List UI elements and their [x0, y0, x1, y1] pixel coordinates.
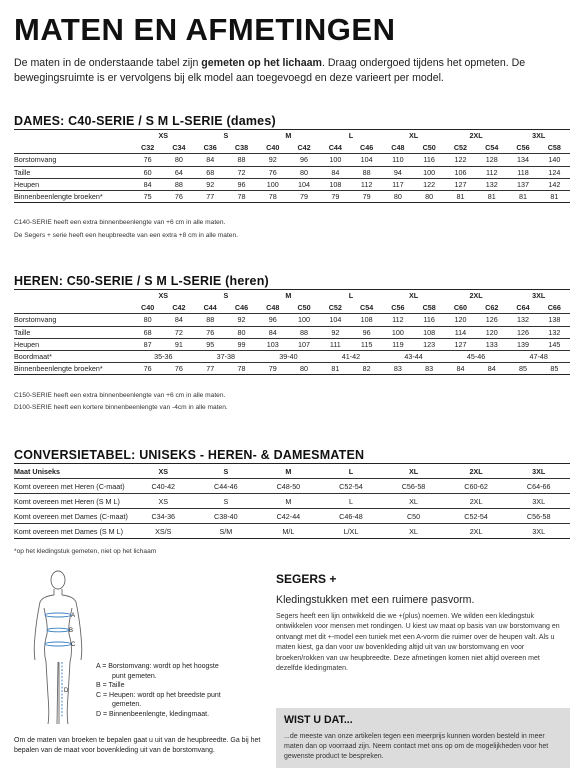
conversion-cell: XS [132, 494, 195, 509]
dames-title-suffix: (dames) [226, 114, 276, 128]
measurement-cell: 132 [539, 326, 570, 338]
measurement-cell: 80 [132, 314, 163, 326]
measurement-cell: 47-48 [507, 350, 570, 362]
measurement-cell: 85 [539, 363, 570, 375]
size-code-header: C56 [516, 143, 530, 153]
measurement-cell: 76 [132, 363, 163, 375]
measurement-cell: 120 [476, 326, 507, 338]
size-code-header: C36 [203, 143, 217, 153]
measurement-cell: 79 [288, 190, 319, 202]
size-group-row [14, 130, 570, 142]
measurement-cell: 100 [414, 166, 445, 178]
size-code-header: C48 [391, 143, 405, 153]
measurement-cell: 139 [507, 338, 538, 350]
row-label: Taille [14, 166, 132, 178]
legend-line: punt gemeten. [112, 672, 157, 680]
conversion-cell: XL [382, 524, 445, 539]
measurement-cell: 83 [414, 363, 445, 375]
size-code-header: C60 [453, 303, 468, 313]
measurement-cell: 43-44 [382, 350, 445, 362]
measurement-cell: 134 [507, 154, 538, 166]
measurement-cell: 87 [132, 338, 163, 350]
table-row [14, 314, 570, 326]
size-group-header: L [320, 290, 383, 302]
measurement-cell: 127 [445, 338, 476, 350]
measurement-cell: 68 [195, 166, 226, 178]
measurement-cell: 92 [195, 178, 226, 190]
row-label: Borstomvang [14, 154, 132, 166]
measurement-cell: 142 [539, 178, 570, 190]
measurement-cell: 80 [226, 326, 257, 338]
conversion-cell: C64-66 [507, 479, 570, 494]
size-code-row [14, 142, 570, 154]
measurement-cell: 115 [351, 338, 382, 350]
heren-note-1: C150-SERIE heeft een extra binnenbeenlengte van +6 cm in alle maten. [14, 392, 226, 399]
size-code-header: C46 [360, 143, 374, 153]
measurement-cell: 124 [539, 166, 570, 178]
conversion-cell: 2XL [445, 494, 508, 509]
measurement-cell: 108 [414, 326, 445, 338]
conversion-cell: C38-40 [195, 509, 258, 524]
measurement-cell: 117 [382, 178, 413, 190]
size-group-header: XL [382, 290, 445, 302]
measurement-cell: 76 [163, 190, 194, 202]
table-row [14, 178, 570, 190]
measurement-cell: 35-36 [132, 350, 195, 362]
measurement-cell: 103 [257, 338, 288, 350]
size-group-header: 3XL [507, 130, 570, 142]
figure-legend [96, 662, 276, 720]
conversion-cell: C40-42 [132, 479, 195, 494]
measurement-cell: 116 [414, 314, 445, 326]
measurement-cell: 96 [351, 326, 382, 338]
intro-part-2: . Draag ondergoed tijdens het opmeten. De bewegingsruimte is er vervolgens bij elk model aan toegevoegd en deze varieert per model. [14, 57, 526, 84]
size-group-header: 2XL [445, 290, 508, 302]
measurement-cell: 77 [195, 363, 226, 375]
segers-body: Segers heeft een lijn ontwikkeld die we +(plus) noemen. We wilden een kledingstuk ontwikkelen voor mensen met rondingen. U kiest uw maat op basis van uw borstomvang en ontvangt met dit +-model een tuniek met een A-vorm die ruimer over de heupen valt. Als u maten kiest, ga dan voor uw bovenkleding altijd uit van uw borstomvang en voor broeken/rokken van uw heupbreedte. Deze afmetingen komen niet altijd overeen met dezelfde kledingmaten. [276, 613, 560, 673]
intro-bold: gemeten op het lichaam [201, 57, 322, 69]
measurement-cell: 128 [476, 154, 507, 166]
segers-subtitle: Kledingstukken met een ruimere pasvorm. [276, 594, 475, 606]
size-code-header: C48 [266, 303, 280, 313]
measurement-cell: 78 [226, 363, 257, 375]
heren-title-suffix: (heren) [225, 274, 269, 288]
measurement-cell: 68 [132, 326, 163, 338]
measurement-cell: 79 [257, 363, 288, 375]
conversion-header-row [14, 464, 570, 479]
measurement-cell: 84 [195, 154, 226, 166]
measurement-cell: 72 [226, 166, 257, 178]
measurement-cell: 108 [320, 178, 351, 190]
size-group-row [14, 290, 570, 302]
row-label: Taille [14, 326, 132, 338]
conversion-cell: 2XL [445, 524, 508, 539]
size-code-header: C50 [297, 303, 311, 313]
size-group-header: M [257, 290, 320, 302]
measurement-cell: 96 [257, 314, 288, 326]
conversion-cell: XL [382, 494, 445, 509]
measurement-cell: 96 [288, 154, 319, 166]
wist-title: WIST U DAT... [284, 714, 353, 726]
conversion-cell: C34-36 [132, 509, 195, 524]
size-code-header: C56 [391, 303, 405, 313]
row-label: Komt overeen met Dames (C-maat) [14, 509, 132, 524]
measurement-cell: 84 [476, 363, 507, 375]
measurement-cell: 84 [132, 178, 163, 190]
measurement-cell: 72 [163, 326, 194, 338]
measurement-cell: 108 [351, 314, 382, 326]
measurement-cell: 84 [163, 314, 194, 326]
table-row [14, 509, 570, 524]
row-label: Komt overeen met Dames (S M L) [14, 524, 132, 539]
conversion-cell: C42-44 [257, 509, 320, 524]
intro-text [14, 56, 570, 85]
table-row [14, 363, 570, 375]
measurement-cell: 137 [507, 178, 538, 190]
conversion-cell: S [195, 494, 258, 509]
conversion-cell: 3XL [507, 524, 570, 539]
measurement-cell: 126 [476, 314, 507, 326]
conversion-cell: C56-58 [507, 509, 570, 524]
measurement-cell: 79 [320, 190, 351, 202]
conversion-cell: S/M [195, 524, 258, 539]
measurement-cell: 92 [257, 154, 288, 166]
measurement-cell: 110 [382, 154, 413, 166]
measurement-cell: 92 [226, 314, 257, 326]
row-label: Binnenbeenlengte broeken* [14, 363, 132, 375]
size-code-header: C54 [360, 303, 374, 313]
measurement-cell: 111 [320, 338, 351, 350]
conversion-size-header: XS [132, 464, 195, 479]
size-code-header: C38 [234, 143, 249, 153]
measurement-cell: 119 [382, 338, 413, 350]
size-group-header: 3XL [507, 290, 570, 302]
row-label: Heupen [14, 338, 132, 350]
measurement-cell: 100 [257, 178, 288, 190]
size-code-header: C42 [172, 303, 186, 313]
measurement-cell: 112 [351, 178, 382, 190]
measurement-cell: 118 [507, 166, 538, 178]
measurement-cell: 81 [445, 190, 476, 202]
conversion-cell: L [320, 494, 383, 509]
table-row [14, 338, 570, 350]
measurement-cell: 37-38 [195, 350, 258, 362]
size-code-header: C52 [328, 303, 342, 313]
conversion-size-header: L [320, 464, 383, 479]
size-code-header: C44 [328, 143, 342, 153]
legend-line: C = Heupen: wordt op het breedste punt [96, 691, 221, 699]
size-group-header: XS [132, 290, 195, 302]
table-row [14, 326, 570, 338]
measurement-cell: 88 [288, 326, 319, 338]
measurement-cell: 76 [195, 326, 226, 338]
measurement-cell: 88 [226, 154, 257, 166]
conversion-header-label: Maat Uniseks [14, 464, 132, 479]
measurement-cell: 85 [507, 363, 538, 375]
conversion-cell: 3XL [507, 494, 570, 509]
measurement-cell: 77 [195, 190, 226, 202]
table-row [14, 166, 570, 178]
measurement-cell: 123 [414, 338, 445, 350]
measurement-cell: 104 [320, 314, 351, 326]
measurement-cell: 76 [257, 166, 288, 178]
wist-body: ...de meeste van onze artikelen tegen een meerprijs kunnen worden besteld in meer maten dan op voorraad zijn. Neem contact met ons op om de mogelijkheden voor het gewenste product te bespreken. [284, 733, 549, 760]
measurement-cell: 81 [507, 190, 538, 202]
measurement-cell: 45-46 [445, 350, 508, 362]
measurement-cell: 80 [288, 363, 319, 375]
conversion-cell: C56-58 [382, 479, 445, 494]
measurement-cell: 81 [476, 190, 507, 202]
footnote: *op het kledingstuk gemeten, niet op het lichaam [14, 548, 157, 555]
measurement-cell: 78 [257, 190, 288, 202]
size-code-header: C46 [234, 303, 249, 313]
measurement-cell: 96 [226, 178, 257, 190]
measurement-cell: 81 [539, 190, 570, 202]
row-label: Komt overeen met Heren (C-maat) [14, 479, 132, 494]
size-group-header: M [257, 130, 320, 142]
measurement-cell: 138 [539, 314, 570, 326]
heren-note-2: D100-SERIE heeft een kortere binnenbeenlengte van -4cm in alle maten. [14, 404, 228, 411]
measurement-cell: 140 [539, 154, 570, 166]
conversion-size-header: 2XL [445, 464, 508, 479]
dames-size-table [14, 129, 570, 203]
conversion-cell: C60-62 [445, 479, 508, 494]
conversion-cell: C46-48 [320, 509, 383, 524]
measurement-cell: 95 [195, 338, 226, 350]
marker-b: B [69, 628, 74, 634]
measurement-cell: 94 [382, 166, 413, 178]
measurement-cell: 122 [414, 178, 445, 190]
conversion-cell: C52-54 [320, 479, 383, 494]
size-code-header: C40 [141, 303, 155, 313]
legend-line: B = Taille [96, 682, 125, 690]
measurement-cell: 80 [163, 154, 194, 166]
conversion-size-header: M [257, 464, 320, 479]
measurement-cell: 83 [382, 363, 413, 375]
measurement-cell: 84 [445, 363, 476, 375]
size-code-header: C50 [422, 143, 436, 153]
size-group-header: S [195, 130, 258, 142]
measurement-cell: 92 [320, 326, 351, 338]
size-group-header: XL [382, 130, 445, 142]
conversion-cell: C44-46 [195, 479, 258, 494]
measurement-cell: 104 [288, 178, 319, 190]
measurement-cell: 88 [195, 314, 226, 326]
marker-c: C [71, 642, 76, 648]
measurement-cell: 114 [445, 326, 476, 338]
size-group-header: 2XL [445, 130, 508, 142]
dames-note-1: C140-SERIE heeft een extra binnenbeenlengte van +6 cm in alle maten. [14, 219, 226, 226]
size-code-header: C64 [516, 303, 530, 313]
measurement-cell: 122 [445, 154, 476, 166]
conversie-title: CONVERSIETABEL: UNISEKS - HEREN- & DAMESMATEN [14, 448, 365, 462]
size-code-header: C42 [297, 143, 311, 153]
measurement-cell: 100 [288, 314, 319, 326]
size-code-header: C54 [485, 143, 499, 153]
size-code-row [14, 302, 570, 314]
conversion-size-header: XL [382, 464, 445, 479]
legend-line: A = Borstomvang: wordt op het hoogste [96, 663, 219, 670]
size-code-header: C40 [266, 143, 280, 153]
measurement-cell: 107 [288, 338, 319, 350]
measurement-cell: 100 [320, 154, 351, 166]
measurement-cell: 106 [445, 166, 476, 178]
intro-part-1: De maten in de onderstaande tabel zijn [14, 57, 202, 69]
legend-line: D = Binnenbeenlengte, kledingmaat. [96, 710, 210, 718]
size-group-header: XS [132, 130, 195, 142]
table-row [14, 494, 570, 509]
measurement-cell: 41-42 [320, 350, 383, 362]
row-label: Binnenbeenlengte broeken* [14, 190, 132, 202]
conversion-cell: L/XL [320, 524, 383, 539]
size-code-header: C34 [172, 143, 186, 153]
measurement-cell: 100 [382, 326, 413, 338]
measurement-cell: 84 [320, 166, 351, 178]
measurement-cell: 127 [445, 178, 476, 190]
row-label: Boordmaat* [14, 350, 132, 362]
table-row [14, 154, 570, 166]
measurement-cell: 80 [382, 190, 413, 202]
conversion-cell: XS/S [132, 524, 195, 539]
heren-size-table [14, 289, 570, 375]
dames-section-title [14, 114, 276, 128]
heren-section-title [14, 274, 269, 288]
measurement-cell: 112 [476, 166, 507, 178]
conversion-cell: C50 [382, 509, 445, 524]
measurement-cell: 76 [132, 154, 163, 166]
measurement-cell: 82 [351, 363, 382, 375]
table-row [14, 479, 570, 494]
conversion-size-header: S [195, 464, 258, 479]
row-label: Heupen [14, 178, 132, 190]
conversion-table [14, 463, 570, 539]
body-measurement-figure [22, 568, 102, 728]
measurement-cell: 104 [351, 154, 382, 166]
measurement-cell: 78 [226, 190, 257, 202]
wist-u-dat-box [276, 708, 570, 768]
size-code-header: C58 [422, 303, 436, 313]
measurement-cell: 133 [476, 338, 507, 350]
measurement-cell: 88 [351, 166, 382, 178]
conversion-size-header: 3XL [507, 464, 570, 479]
measurement-cell: 75 [132, 190, 163, 202]
measurement-cell: 84 [257, 326, 288, 338]
size-code-header: C66 [547, 303, 561, 313]
measurement-cell: 126 [507, 326, 538, 338]
measurement-cell: 76 [163, 363, 194, 375]
table-row [14, 524, 570, 539]
measurement-cell: 132 [476, 178, 507, 190]
measurement-cell: 64 [163, 166, 194, 178]
measurement-cell: 116 [414, 154, 445, 166]
size-code-header: C62 [485, 303, 499, 313]
legend-line: gemeten. [112, 701, 142, 709]
size-code-header: C32 [141, 143, 155, 153]
conversion-cell: M [257, 494, 320, 509]
row-label: Borstomvang [14, 314, 132, 326]
size-group-header: S [195, 290, 258, 302]
measurement-cell: 60 [132, 166, 163, 178]
table-row [14, 350, 570, 362]
conversion-cell: C48-50 [257, 479, 320, 494]
size-code-header: C52 [453, 143, 468, 153]
measurement-cell: 81 [320, 363, 351, 375]
conversion-cell: C52-54 [445, 509, 508, 524]
dames-note-2: De Segers + serie heeft een heupbreedte van een extra +8 cm in alle maten. [14, 232, 238, 239]
conversion-cell: M/L [257, 524, 320, 539]
measurement-cell: 120 [445, 314, 476, 326]
measurement-cell: 145 [539, 338, 570, 350]
measurement-cell: 88 [163, 178, 194, 190]
measurement-cell: 80 [288, 166, 319, 178]
size-code-header: C44 [203, 303, 217, 313]
measurement-cell: 39-40 [257, 350, 320, 362]
measurement-cell: 79 [351, 190, 382, 202]
measurement-cell: 112 [382, 314, 413, 326]
measurement-cell: 132 [507, 314, 538, 326]
row-label: Komt overeen met Heren (S M L) [14, 494, 132, 509]
segers-title: SEGERS + [276, 572, 337, 586]
measurement-cell: 80 [414, 190, 445, 202]
size-group-header: L [320, 130, 383, 142]
table-row [14, 190, 570, 202]
measurement-cell: 91 [163, 338, 194, 350]
measurement-note: Om de maten van broeken te bepalen gaat u uit van de heupbreedte. Ga bij het bepalen van de maat voor bovenkleding uit van de borstomvang. [14, 737, 261, 754]
heren-title: HEREN: C50-SERIE / S M L-SERIE [14, 274, 222, 288]
size-code-header: C58 [547, 143, 561, 153]
page-title: MATEN EN AFMETINGEN [14, 12, 396, 47]
marker-a: A [71, 613, 76, 619]
marker-d: D [64, 688, 69, 694]
measurement-cell: 99 [226, 338, 257, 350]
dames-title: DAMES: C40-SERIE / S M L-SERIE [14, 114, 223, 128]
